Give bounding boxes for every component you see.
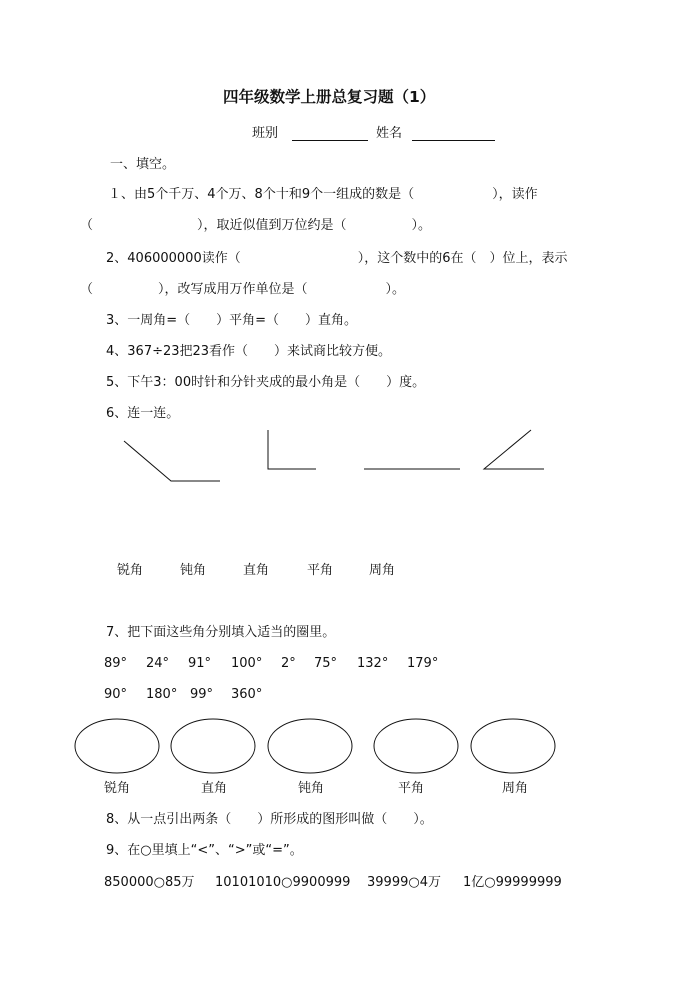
circle-label-right: 直角 xyxy=(201,781,228,796)
circle-label-straight: 平角 xyxy=(398,781,425,796)
match-label-full: 周角 xyxy=(369,563,396,578)
angle-value: 132° xyxy=(357,656,389,671)
question-3: 3、一周角=（ ）平角=（ ）直角。 xyxy=(106,313,358,328)
circle-right xyxy=(171,719,255,773)
circle-full xyxy=(471,719,555,773)
question-2-line-2: （ ），改写成用万作单位是（ ）。 xyxy=(80,282,406,297)
question-2-line-1: 2、406000000读作（ ），这个数中的6在（ ）位上，表示 xyxy=(106,251,568,266)
right-angle-figure xyxy=(268,430,316,469)
match-label-acute: 锐角 xyxy=(117,563,144,578)
circle-label-obtuse: 钝角 xyxy=(298,781,325,796)
question-7: 7、把下面这些角分别填入适当的圈里。 xyxy=(106,625,336,640)
angle-value: 99° xyxy=(190,687,214,702)
section-heading: 一、填空。 xyxy=(110,157,176,172)
angle-value: 90° xyxy=(104,687,128,702)
angle-value: 360° xyxy=(231,687,263,702)
question-8: 8、从一点引出两条（ ）所形成的图形叫做（ ）。 xyxy=(106,812,433,827)
angle-value: 179° xyxy=(407,656,439,671)
angle-value: 75° xyxy=(314,656,338,671)
circle-acute xyxy=(75,719,159,773)
match-label-straight: 平角 xyxy=(307,563,334,578)
acute-angle-figure xyxy=(484,430,544,469)
question-5: 5、下午3：00时针和分针夹成的最小角是（ ）度。 xyxy=(106,375,426,390)
angle-value: 2° xyxy=(281,656,296,671)
question-1-line-1: １、由5个千万、4个万、8个十和9个一组成的数是（ ），读作 xyxy=(108,187,538,202)
angle-value: 89° xyxy=(104,656,128,671)
question-4: 4、367÷23把23看作（ ）来试商比较方便。 xyxy=(106,344,392,359)
compare-item: 850000○85万 xyxy=(104,875,195,890)
match-label-right: 直角 xyxy=(243,563,270,578)
compare-item: 10101010○9900999 xyxy=(215,875,351,890)
question-9: 9、在○里填上“<”、“>”或“=”。 xyxy=(106,843,303,858)
obtuse-angle-figure xyxy=(124,441,220,481)
circle-label-acute: 锐角 xyxy=(104,781,131,796)
angle-value: 91° xyxy=(188,656,212,671)
name-label: 姓名 xyxy=(376,126,403,141)
angle-value: 24° xyxy=(146,656,170,671)
circle-obtuse xyxy=(268,719,352,773)
page-title: 四年级数学上册总复习题（1） xyxy=(223,88,436,106)
circle-straight xyxy=(374,719,458,773)
compare-item: 39999○4万 xyxy=(367,875,441,890)
match-label-obtuse: 钝角 xyxy=(180,563,207,578)
question-6: 6、连一连。 xyxy=(106,406,180,421)
angle-value: 180° xyxy=(146,687,178,702)
circle-label-full: 周角 xyxy=(502,781,529,796)
angle-value: 100° xyxy=(231,656,263,671)
class-label: 班别 xyxy=(252,126,279,141)
compare-item: 1亿○99999999 xyxy=(463,875,562,890)
question-1-line-2: （ ），取近似值到万位约是（ ）。 xyxy=(80,218,432,233)
